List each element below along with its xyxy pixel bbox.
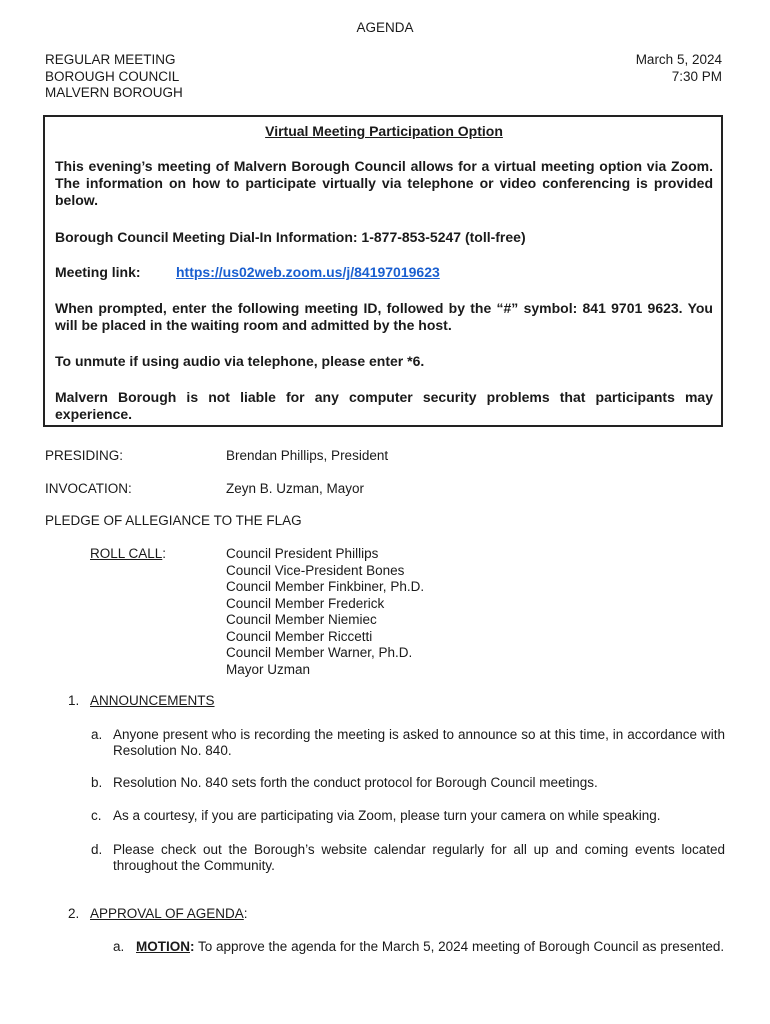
section-2-title <box>90 906 248 921</box>
roll-call-label-text: ROLL CALL <box>90 546 163 561</box>
meeting-type: REGULAR MEETING <box>45 52 176 67</box>
roll-call-member: Council Member Finkbiner, Ph.D. <box>226 579 425 594</box>
meeting-link-row <box>55 264 713 281</box>
virtual-box-title: Virtual Meeting Participation Option <box>265 123 503 139</box>
section-2-number: 2. <box>68 906 80 921</box>
item-1d-letter: d. <box>91 842 103 857</box>
roll-call-label <box>90 546 166 561</box>
invocation-label: INVOCATION: <box>45 481 132 496</box>
unmute-instructions: To unmute if using audio via telephone, please enter *6. <box>55 353 425 369</box>
council-name: BOROUGH COUNCIL <box>45 68 180 84</box>
motion-label: MOTION <box>136 939 190 954</box>
item-1c-letter: c. <box>91 808 102 823</box>
meeting-link-label: Meeting link: <box>55 264 141 280</box>
section-2-title-text: APPROVAL OF AGENDA <box>90 906 244 921</box>
item-1a-letter: a. <box>91 727 103 742</box>
roll-call-member: Council President Phillips <box>226 546 379 561</box>
meeting-time: 7:30 PM <box>671 68 722 84</box>
roll-call-colon: : <box>162 546 167 561</box>
borough-name: MALVERN BOROUGH <box>45 85 183 100</box>
meeting-id-instructions: When prompted, enter the following meeting ID, followed by the “#” symbol: 841 9701 9623. You will be placed in the waiting room and admitted by the host. <box>55 300 713 333</box>
presiding-label: PRESIDING: <box>45 448 124 463</box>
meeting-date: March 5, 2024 <box>635 52 722 67</box>
roll-call-list <box>226 546 424 678</box>
item-1c-text: As a courtesy, if you are participating via Zoom, please turn your camera on while speaking. <box>113 808 661 823</box>
roll-call-member: Council Member Frederick <box>226 595 385 611</box>
liability-notice: Malvern Borough is not liable for any computer security problems that participants may experience. <box>55 389 713 422</box>
item-1a-text: Anyone present who is recording the meeting is asked to announce so at this time, in accordance with Resolution No. 840. <box>113 727 725 758</box>
roll-call-member: Council Vice-President Bones <box>226 562 405 578</box>
section-2-colon: : <box>243 906 248 921</box>
item-2a-letter: a. <box>113 939 125 954</box>
presiding-value: Brendan Phillips, President <box>226 448 389 463</box>
invocation-value: Zeyn B. Uzman, Mayor <box>226 481 365 496</box>
virtual-intro: This evening’s meeting of Malvern Borough Council allows for a virtual meeting option via Zoom. The information on how to participate virtually via telephone or video conferencing is provided below. <box>55 158 713 208</box>
agenda-heading: AGENDA <box>356 20 414 35</box>
meeting-info <box>45 52 183 102</box>
item-2a-text <box>136 939 725 955</box>
roll-call-member: Council Member Riccetti <box>226 628 373 644</box>
meeting-link[interactable]: https://us02web.zoom.us/j/84197019623 <box>176 264 440 280</box>
section-1-title: ANNOUNCEMENTS <box>90 693 215 708</box>
motion-text: To approve the agenda for the March 5, 2024 meeting of Borough Council as presented. <box>194 939 725 954</box>
dial-in-info: Borough Council Meeting Dial-In Information: 1-877-853-5247 (toll-free) <box>55 229 526 245</box>
roll-call-member: Mayor Uzman <box>226 661 311 677</box>
item-1d-text: Please check out the Borough’s website calendar regularly for all up and coming events located throughout the Community. <box>113 842 725 873</box>
motion-colon: : <box>190 939 195 954</box>
item-1b-text: Resolution No. 840 sets forth the conduct protocol for Borough Council meetings. <box>113 775 598 790</box>
virtual-participation-box <box>43 115 723 427</box>
pledge-heading: PLEDGE OF ALLEGIANCE TO THE FLAG <box>45 513 302 528</box>
meeting-datetime <box>636 52 722 85</box>
roll-call-member: Council Member Niemiec <box>226 612 377 627</box>
section-1-number: 1. <box>68 693 80 708</box>
item-1b-letter: b. <box>91 775 103 790</box>
roll-call-member: Council Member Warner, Ph.D. <box>226 645 413 660</box>
